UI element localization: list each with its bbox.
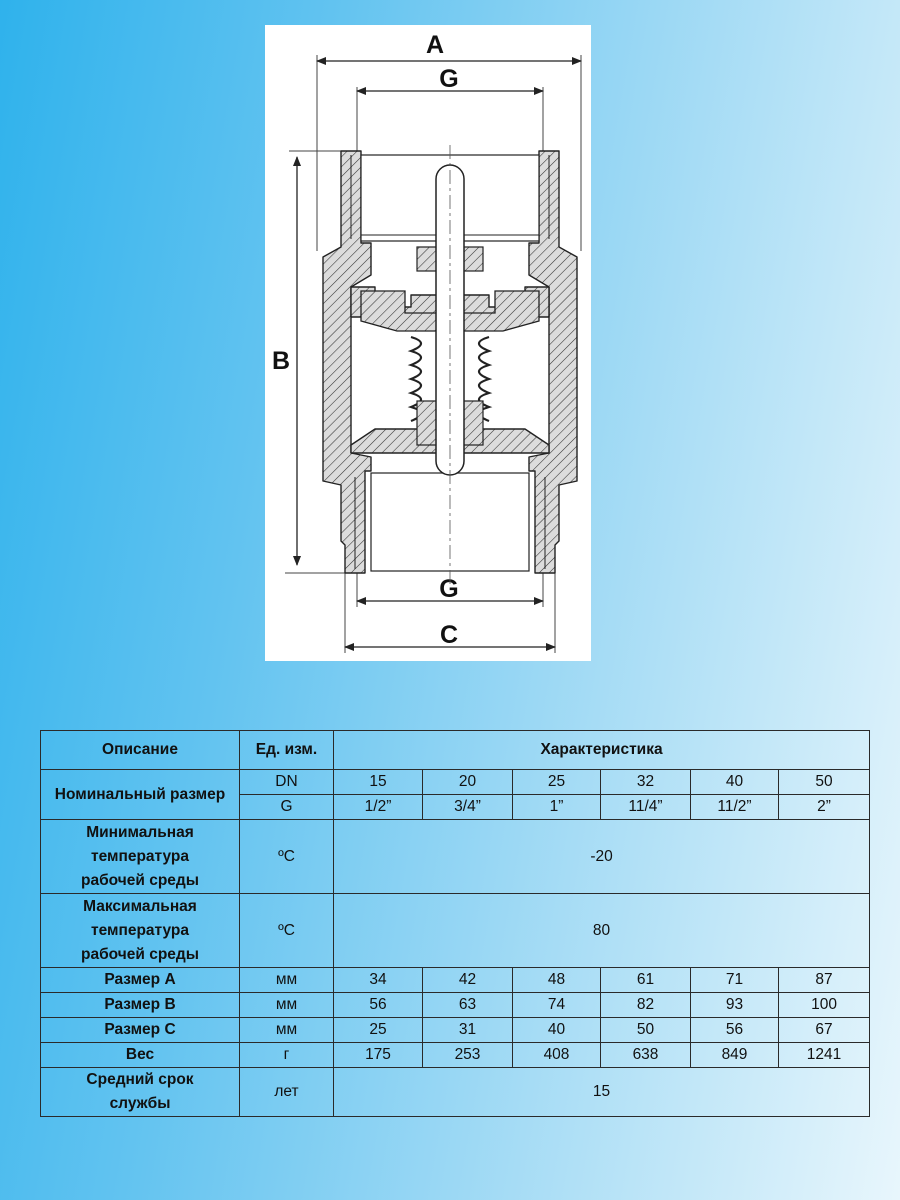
dn-value: 15 bbox=[334, 770, 423, 795]
size-b-unit: мм bbox=[240, 993, 334, 1018]
table-row bbox=[41, 770, 870, 795]
table-row bbox=[41, 1043, 870, 1068]
size-c-value: 25 bbox=[334, 1018, 423, 1043]
min-temp-label: Минимальная температура рабочей среды bbox=[41, 820, 240, 894]
size-a-value: 61 bbox=[601, 968, 691, 993]
size-b-value: 74 bbox=[513, 993, 601, 1018]
table-row bbox=[41, 820, 870, 894]
label-c: C bbox=[439, 621, 459, 649]
weight-value: 408 bbox=[513, 1043, 601, 1068]
weight-value: 175 bbox=[334, 1043, 423, 1068]
g-unit: G bbox=[240, 795, 334, 820]
label-b: B bbox=[271, 347, 291, 375]
size-c-value: 40 bbox=[513, 1018, 601, 1043]
header-description: Описание bbox=[41, 731, 240, 770]
dn-value: 25 bbox=[513, 770, 601, 795]
header-characteristic: Характеристика bbox=[334, 731, 870, 770]
service-life-label: Средний срок службы bbox=[41, 1068, 240, 1117]
size-c-unit: мм bbox=[240, 1018, 334, 1043]
max-temp-unit: ºC bbox=[240, 894, 334, 968]
service-life-unit: лет bbox=[240, 1068, 334, 1117]
g-value: 1” bbox=[513, 795, 601, 820]
size-a-unit: мм bbox=[240, 968, 334, 993]
g-value: 1/2” bbox=[334, 795, 423, 820]
size-a-value: 87 bbox=[779, 968, 870, 993]
dn-unit: DN bbox=[240, 770, 334, 795]
nominal-label: Номинальный размер bbox=[41, 770, 240, 820]
min-temp-value: -20 bbox=[334, 820, 870, 894]
valve-drawing bbox=[265, 25, 591, 661]
dn-value: 20 bbox=[423, 770, 513, 795]
table-row bbox=[41, 968, 870, 993]
weight-value: 849 bbox=[691, 1043, 779, 1068]
size-a-label: Размер А bbox=[41, 968, 240, 993]
weight-value: 1241 bbox=[779, 1043, 870, 1068]
size-c-value: 67 bbox=[779, 1018, 870, 1043]
header-unit: Ед. изм. bbox=[240, 731, 334, 770]
g-value: 3/4” bbox=[423, 795, 513, 820]
table-header-row bbox=[41, 731, 870, 770]
g-value: 2” bbox=[779, 795, 870, 820]
max-temp-value: 80 bbox=[334, 894, 870, 968]
size-b-label: Размер В bbox=[41, 993, 240, 1018]
weight-label: Вес bbox=[41, 1043, 240, 1068]
size-c-value: 56 bbox=[691, 1018, 779, 1043]
table-row bbox=[41, 894, 870, 968]
size-b-value: 100 bbox=[779, 993, 870, 1018]
label-a: A bbox=[425, 31, 445, 59]
dn-value: 50 bbox=[779, 770, 870, 795]
size-b-value: 63 bbox=[423, 993, 513, 1018]
weight-value: 253 bbox=[423, 1043, 513, 1068]
table-row bbox=[41, 1068, 870, 1117]
weight-value: 638 bbox=[601, 1043, 691, 1068]
label-g-bottom: G bbox=[439, 575, 459, 603]
size-a-value: 42 bbox=[423, 968, 513, 993]
label-g-top: G bbox=[439, 65, 459, 93]
g-value: 11/2” bbox=[691, 795, 779, 820]
size-c-label: Размер С bbox=[41, 1018, 240, 1043]
size-b-value: 56 bbox=[334, 993, 423, 1018]
size-b-value: 82 bbox=[601, 993, 691, 1018]
g-value: 11/4” bbox=[601, 795, 691, 820]
weight-unit: г bbox=[240, 1043, 334, 1068]
table-row bbox=[41, 993, 870, 1018]
dn-value: 32 bbox=[601, 770, 691, 795]
size-c-value: 50 bbox=[601, 1018, 691, 1043]
max-temp-label: Максимальная температура рабочей среды bbox=[41, 894, 240, 968]
valve-cross-section bbox=[265, 25, 591, 661]
specs-table bbox=[40, 730, 870, 1117]
size-a-value: 48 bbox=[513, 968, 601, 993]
size-b-value: 93 bbox=[691, 993, 779, 1018]
table-row bbox=[41, 1018, 870, 1043]
service-life-value: 15 bbox=[334, 1068, 870, 1117]
size-a-value: 71 bbox=[691, 968, 779, 993]
size-c-value: 31 bbox=[423, 1018, 513, 1043]
size-a-value: 34 bbox=[334, 968, 423, 993]
dn-value: 40 bbox=[691, 770, 779, 795]
min-temp-unit: ºC bbox=[240, 820, 334, 894]
